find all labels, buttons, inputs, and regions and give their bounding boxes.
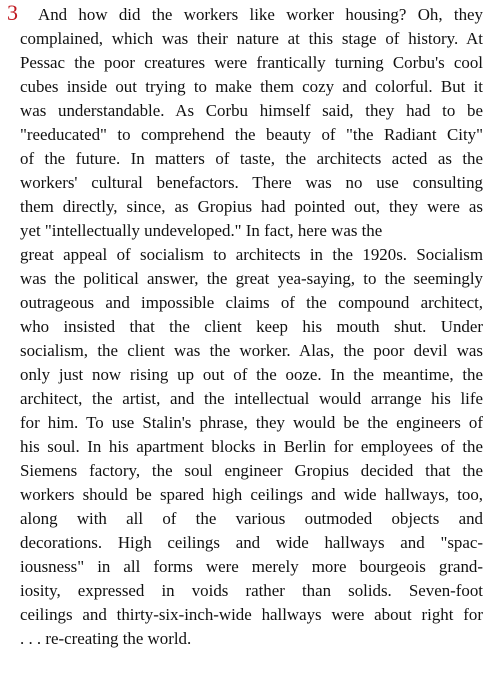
text-line: great appeal of socialism to architects in the 1920s. Socialism — [20, 245, 483, 264]
text-line: outrageous and impossible claims of the compound architect, — [20, 293, 483, 312]
text-line: along with all of the various outmoded objects and — [20, 509, 483, 528]
text-line: Pessac the poor creatures were frantically turning Corbu's cool — [20, 53, 483, 72]
paragraph-number-marker: 3 — [7, 0, 18, 25]
text-line: workers' cultural benefactors. There was no use consulting — [20, 173, 483, 192]
text-line: . . . re-creating the world. — [20, 629, 192, 648]
text-line: for him. To use Stalin's phrase, they would be the engineers of — [20, 413, 483, 432]
text-line: workers should be spared high ceilings and wide hallways, too, — [20, 485, 483, 504]
text-line: his soul. In his apartment blocks in Berlin for employees of the — [20, 437, 483, 456]
text-line: iousness" in all forms were merely more bourgeois grand- — [20, 557, 483, 576]
text-line: architect, the artist, and the intellectual would arrange his life — [20, 389, 483, 408]
body-text — [20, 3, 483, 651]
text-line: was the political answer, the great yea-saying, to the seemingly — [20, 269, 483, 288]
text-line: Siemens factory, the soul engineer Gropius decided that the — [20, 461, 483, 480]
text-line: yet "intellectually undeveloped." In fact, here was the — [20, 221, 383, 240]
text-line: And how did the workers like worker housing? Oh, they — [38, 5, 483, 24]
text-line: decorations. High ceilings and wide hallways and "spac- — [20, 533, 483, 552]
text-line: complained, which was their nature at this stage of history. At — [20, 29, 483, 48]
text-line: them directly, since, as Gropius had pointed out, they were as — [20, 197, 483, 216]
text-line: socialism, the client was the worker. Alas, the poor devil was — [20, 341, 483, 360]
text-line: only just now rising up out of the ooze. In the meantime, the — [20, 365, 483, 384]
text-line: of the future. In matters of taste, the architects acted as the — [20, 149, 483, 168]
text-line: "reeducated" to comprehend the beauty of "the Radiant City" — [20, 125, 483, 144]
text-line: cubes inside out trying to make them cozy and colorful. But it — [20, 77, 483, 96]
text-line: was understandable. As Corbu himself said, they had to be — [20, 101, 483, 120]
text-line: who insisted that the client keep his mouth shut. Under — [20, 317, 483, 336]
text-line: iosity, expressed in voids rather than solids. Seven-foot — [20, 581, 483, 600]
text-line: ceilings and thirty-six-inch-wide hallways were about right for — [20, 605, 483, 624]
